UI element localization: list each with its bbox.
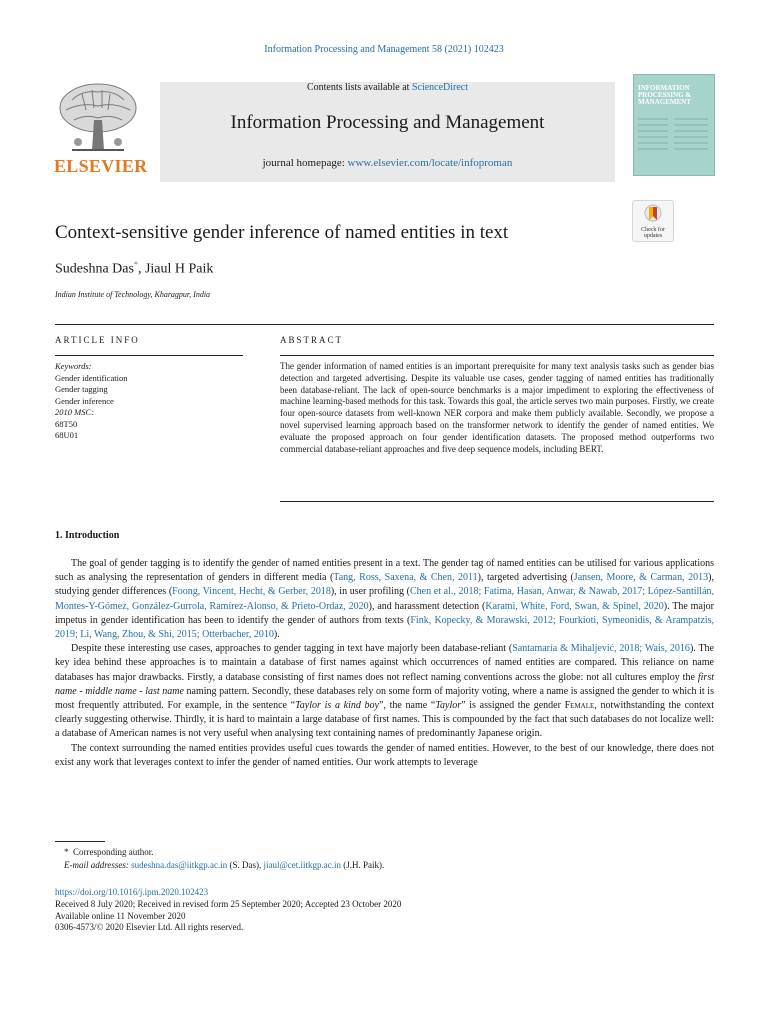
text-run: ). The major impetus in gender identification has been to identify the gender of authors from texts ( xyxy=(55,600,714,626)
small-caps-run: Female xyxy=(564,700,595,712)
journal-cover[interactable] xyxy=(633,74,715,176)
abstract-text: The gender information of named entities is an important prerequisite for many text analysis tasks such as gender bias detection and targeted advertising. Despite its valuable use cases, gender tagging of named entities has traditionally been database-reliant. The lack of open-source benchmarks is a major impediment to exploring the effectiveness of machine learning-based methods for this task. Towards this goal, the article serves two main purposes. Firstly, we create four open-source datasets from well-known NER corpora and make them publicly available. Secondly, we propose a novel supervised learning approach based on the transformer network to identify the gender of named entities. We evaluate the proposed approach on four gender identification datasets. The proposed method outperforms two commercial database-reliant approaches and five deep sequence models, including BERT. xyxy=(280,361,714,454)
elsevier-tree-logo xyxy=(52,80,144,156)
divider xyxy=(55,324,714,325)
email-owner: (S. Das), xyxy=(227,860,264,870)
citation-link[interactable]: Chen et al., 2018; Fatima, Hasan, Anwar, & Nawab, 2017; López-Santillán, Montes-Y-Gómez, González-Gurrola, Ramírez-Alonso, & Prieto-Ordaz, 2020 xyxy=(55,586,715,612)
email-link[interactable]: sudeshna.das@iitkgp.ac.in xyxy=(131,860,228,870)
corresponding-author-mark[interactable]: * xyxy=(133,260,138,269)
keyword-item: Gender tagging xyxy=(55,384,108,394)
footnote xyxy=(64,846,384,872)
section-heading: 1. Introduction xyxy=(55,530,120,541)
sciencedirect-link[interactable]: ScienceDirect xyxy=(411,82,469,93)
author-name: Jiaul H Paik xyxy=(144,261,214,277)
msc-item: 68T50 xyxy=(55,418,78,429)
journal-title: Information Processing and Management xyxy=(230,112,545,133)
received-dates: Received 8 July 2020; Received in revised form 25 September 2020; Accepted 23 October 2020 xyxy=(55,898,402,909)
citation-link[interactable]: Tang, Ross, Saxena, & Chen, 2011 xyxy=(333,572,478,584)
text-run: The goal of gender tagging is to identify the gender of named entities present in a text. The gender tag of named entities can be utilised for various applications such as analysing the representation of genders in different media ( xyxy=(55,558,714,584)
keywords-block xyxy=(55,361,245,442)
citation-link[interactable]: Fink, Kopecky, & Morawski, 2012; Fourkioti, Symeonidis, & Arampatzis, 2019; Li, Wang, Zhou, & Shi, 2015; Otterbacher, 2010 xyxy=(55,614,715,641)
text-run: ”, the name “ xyxy=(379,700,436,712)
affiliation: Indian Institute of Technology, Kharagpur, India xyxy=(55,290,211,299)
text-run: ), and harassment detection ( xyxy=(368,600,486,612)
abstract-heading: ABSTRACT xyxy=(280,335,344,345)
paragraph xyxy=(55,557,714,642)
copyright: 0306-4573/© 2020 Elsevier Ltd. All rights reserved. xyxy=(55,922,244,933)
keyword-item: Gender identification xyxy=(55,372,128,383)
publication-info xyxy=(55,887,401,934)
footnote-mark: * xyxy=(64,847,69,857)
text-run: ), targeted advertising ( xyxy=(477,572,574,584)
check-for-updates-button[interactable] xyxy=(632,200,674,242)
publisher-logo-text[interactable]: ELSEVIER xyxy=(54,156,148,176)
contents-line xyxy=(160,82,615,93)
email-link[interactable]: jiaul@cet.iitkgp.ac.in xyxy=(263,860,341,870)
divider xyxy=(55,355,243,356)
homepage-link[interactable]: www.elsevier.com/locate/infoproman xyxy=(347,157,513,169)
article-title: Context-sensitive gender inference of named entities in text xyxy=(55,222,509,243)
text-run: ), studying gender differences ( xyxy=(55,572,714,598)
divider xyxy=(280,355,714,356)
bookmark-icon xyxy=(644,204,662,226)
text-run: , notwithstanding the context clearly suggesting otherwise. Thirdly, it is hard to maintain a large database of first names. This is compounded by the fact that such databases do not localize well: a database of American names is not very useful when analysing text containing names of predominantly Japanese origin. xyxy=(55,700,714,740)
article-info-heading: ARTICLE INFO xyxy=(55,335,140,345)
paragraph: The context surrounding the named entities provides useful cues towards the gender of named entities. However, to the best of our knowledge, there does not exist any work that leverages context to infer the gender of named entities. Our work attempts to leverage xyxy=(55,742,714,768)
homepage-prefix: journal homepage: xyxy=(262,157,348,169)
email-owner: (J.H. Paik). xyxy=(340,860,385,870)
citation-link[interactable]: Santamaría & Mihaljević, 2018; Wais, 2016 xyxy=(512,643,690,655)
corresponding-note xyxy=(64,846,384,859)
contents-prefix: Contents lists available at xyxy=(306,82,412,93)
journal-reference[interactable]: Information Processing and Management 58 (2021) 102423 xyxy=(264,44,504,55)
italic-run: first name - middle name - last name xyxy=(55,671,714,697)
text-run: Despite these interesting use cases, approaches to gender tagging in text have majorly been database-reliant ( xyxy=(71,643,513,655)
text-run: ” is assigned the gender xyxy=(461,700,565,712)
citation-link[interactable]: Jansen, Moore, & Carman, 2013 xyxy=(573,572,709,584)
doi-link[interactable]: https://doi.org/10.1016/j.ipm.2020.102423 xyxy=(55,887,209,897)
cover-title: INFORMATION PROCESSING & MANAGEMENT xyxy=(638,84,692,106)
author-separator: , xyxy=(137,261,145,277)
journal-homepage xyxy=(160,157,615,169)
text-run: ). xyxy=(273,629,280,641)
footnote-text: Corresponding author. xyxy=(73,847,154,857)
text-run: ), in user profiling ( xyxy=(330,586,410,598)
footnote-divider xyxy=(55,841,105,842)
author-name: Sudeshna Das xyxy=(55,261,134,277)
msc-label: 2010 MSC: xyxy=(55,407,94,417)
author-list xyxy=(55,260,213,278)
citation-link[interactable]: Karami, White, Ford, Swan, & Spinel, 2020 xyxy=(485,600,664,612)
paragraph xyxy=(55,642,714,741)
email-label: E-mail addresses: xyxy=(64,860,129,870)
text-run: naming pattern. Secondly, these databases rely on some form of majority voting, where a name is assigned the gender to which it is most frequently attributed. For example, in the sentence “ xyxy=(55,685,714,712)
italic-run: Taylor is a kind boy xyxy=(295,700,379,712)
msc-item: 68U01 xyxy=(55,430,79,440)
introduction-body xyxy=(55,557,714,770)
text-run: ). The key idea behind these approaches is to maintain a database of first names against which occurrences of named entities are compared. This reliance on name databases has major drawbacks. Firstly, a database consisting of first names does not reflect naming conventions across the globe: not all cultures employ the xyxy=(55,643,714,683)
italic-run: Taylor xyxy=(435,700,462,712)
keyword-item: Gender inference xyxy=(55,395,114,406)
email-line xyxy=(64,859,384,872)
check-for-updates-label: Check for updates xyxy=(641,227,665,239)
divider xyxy=(280,501,714,502)
citation-link[interactable]: Foong, Vincent, Hecht, & Gerber, 2018 xyxy=(172,586,331,598)
keywords-label: Keywords: xyxy=(55,361,92,371)
cover-lines-graphic xyxy=(638,115,710,171)
available-online: Available online 11 November 2020 xyxy=(55,910,186,921)
